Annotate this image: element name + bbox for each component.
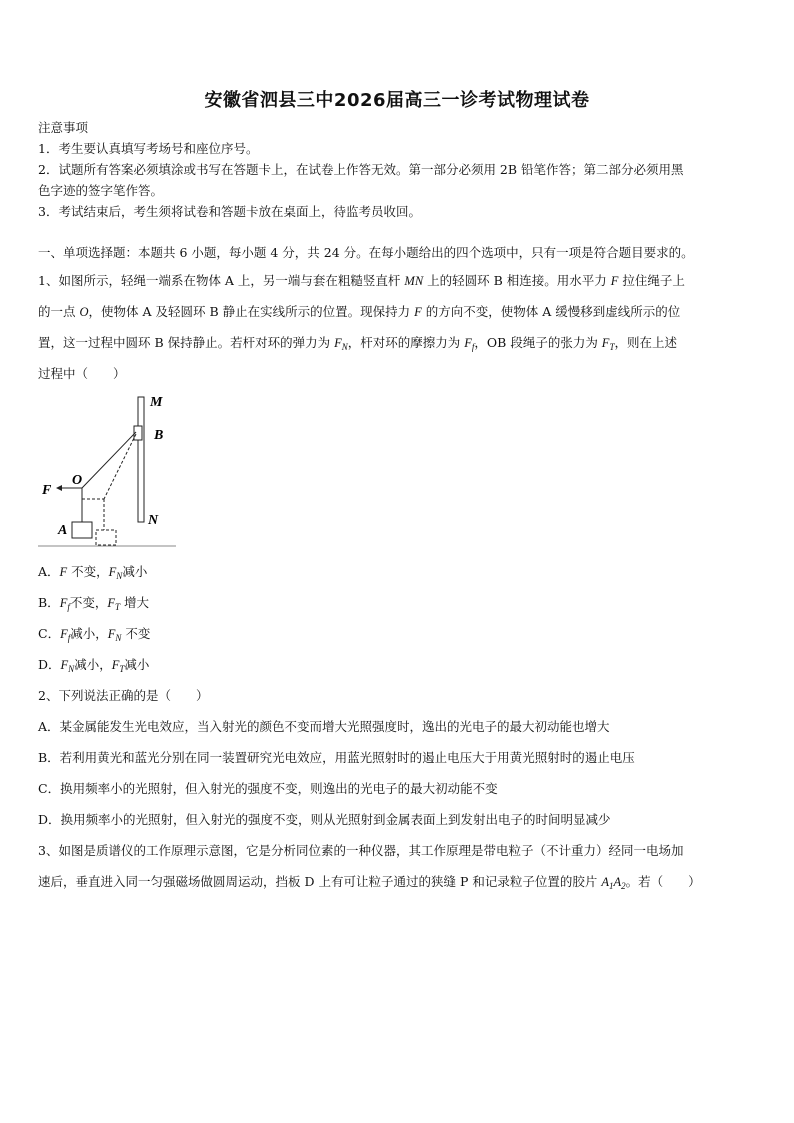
notice-item-1: 1．考生要认真填写考场号和座位序号。 [38,141,259,156]
var-f: F [414,305,422,319]
label-f: F [42,483,52,498]
q3-line-2: 速后，垂直进入同一匀强磁场做圆周运动，挡板 D 上有可让粒子通过的狭缝 P 和记录粒子位置的胶片 $A_1A_2$。若（ ） [38,874,701,891]
notice-heading: 注意事项 [38,120,89,135]
var-ff: $F_f$ [464,336,475,352]
q2-stem: 2、下列说法正确的是（ ） [38,688,209,703]
rope-dashed-b [104,434,136,499]
notice-item-3: 3．考试结束后，考生须将试卷和答题卡放在桌面上，待监考员收回。 [38,204,421,219]
q1-line-1: 1、如图所示，轻绳一端系在物体 A 上，另一端与套在粗糙竖直杆 MN 上的轻圆环 B 相连接。用水平力 F 拉住绳子上 [38,273,685,288]
q3-line-1: 3、如图是质谱仪的工作原理示意图，它是分析同位素的一种仪器，其工作原理是带电粒子（不计重力）经同一电场加 [38,843,684,858]
rope-ob [82,432,136,488]
q1-line-2: 的一点 O，使物体 A 及轻圆环 B 静止在实线所示的位置。现保持力 F 的方向不变，使物体 A 缓慢移到虚线所示的位 [38,304,681,319]
notice-item-2-cont: 色字迹的签字笔作答。 [38,183,164,198]
q2-option-c: C．换用频率小的光照射，但入射光的强度不变，则逸出的光电子的最大初动能不变 [38,781,498,796]
q1-option-c: C．$F_f$减小，$F_N$ 不变 [38,626,151,643]
q1-option-a: A．F 不变，$F_N$减小 [38,564,148,581]
var-a1a2: $A_1A_2$ [601,875,626,891]
section-heading: 一、单项选择题：本题共 6 小题，每小题 4 分，共 24 分。在每小题给出的四个选项中，只有一项是符合题目要求的。 [38,245,694,260]
q1-option-b: B．$F_f$不变，$F_T$ 增大 [38,595,149,612]
q1-option-d: D．$F_N$减小，$F_T$减小 [38,657,150,674]
q2-option-b: B．若利用黄光和蓝光分别在同一装置研究光电效应，用蓝光照射时的遏止电压大于用黄光照射时的遏止电压 [38,750,635,765]
label-a: A [58,523,68,538]
block-a [72,522,92,538]
var-mn: MN [404,274,424,288]
var-ft: $F_T$ [601,336,615,352]
var-fn: $F_N$ [334,336,348,352]
q1-line-3: 置，这一过程中圆环 B 保持静止。若杆对环的弹力为 $F_N$，杆对环的摩擦力为 $F_f$，OB 段绳子的张力为 $F_T$，则在上述 [38,335,677,352]
label-n: N [148,513,159,528]
var-f: F [610,274,619,288]
notice-item-2: 2．试题所有答案必须填涂或书写在答题卡上，在试卷上作答无效。第一部分必须用 2B 铅笔作答；第二部分必须用黑 [38,162,684,177]
rod-mn [138,397,144,522]
label-o: O [72,473,83,488]
var-o: O [79,305,89,319]
label-m: M [150,395,163,410]
q2-option-d: D．换用频率小的光照射，但入射光的强度不变，则从光照射到金属表面上到发射出电子的时间明显减少 [38,812,611,827]
force-arrowhead [56,485,62,491]
block-a-dashed [96,530,116,545]
page-title: 安徽省泗县三中2026届高三一诊考试物理试卷 [204,90,590,111]
q2-option-a: A．某金属能发生光电效应，当入射光的颜色不变而增大光照强度时，逸出的光电子的最大初动能也增大 [38,719,610,734]
q1-line-4: 过程中（ ） [38,366,126,381]
label-b: B [154,428,164,443]
q1-figure [38,392,178,552]
